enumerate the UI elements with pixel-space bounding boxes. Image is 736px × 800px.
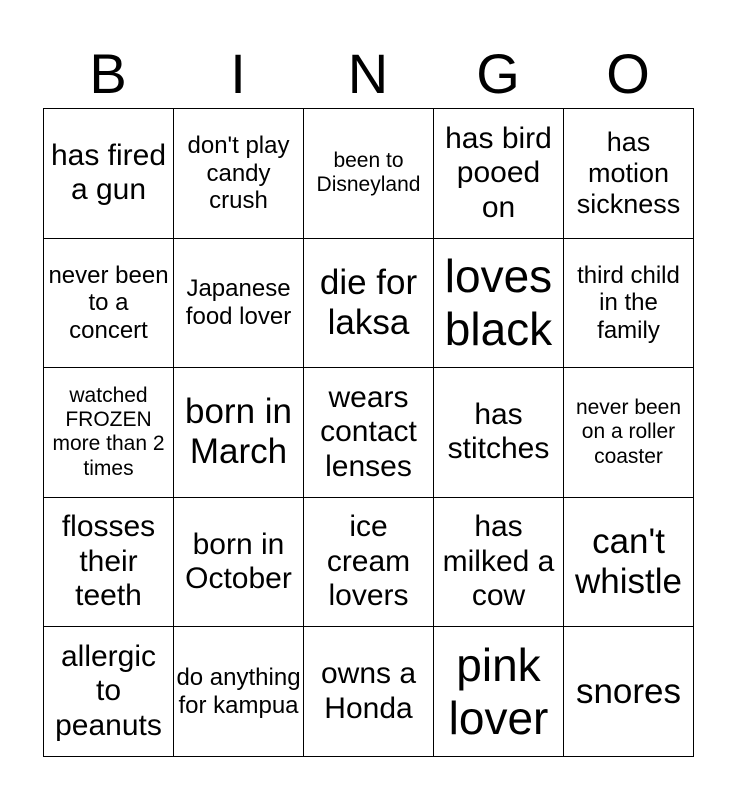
bingo-cell[interactable]: has milked a cow [434, 497, 564, 627]
bingo-header [43, 40, 693, 108]
board-row [44, 368, 694, 498]
bingo-cell[interactable]: has motion sickness [564, 109, 694, 239]
header-letter-n: N [347, 42, 389, 105]
bingo-cell[interactable]: die for laksa [304, 238, 434, 368]
bingo-cell[interactable]: has stitches [434, 368, 564, 498]
bingo-cell[interactable]: can't whistle [564, 497, 694, 627]
bingo-cell[interactable]: wears contact lenses [304, 368, 434, 498]
bingo-cell[interactable]: has fired a gun [44, 109, 174, 239]
bingo-cell[interactable]: born in March [174, 368, 304, 498]
bingo-cell[interactable]: allergic to peanuts [44, 627, 174, 757]
header-letter-i: I [230, 42, 246, 105]
board-row [44, 109, 694, 239]
bingo-cell[interactable]: never been on a roller coaster [564, 368, 694, 498]
bingo-cell[interactable]: owns a Honda [304, 627, 434, 757]
header-letter-b: B [89, 42, 127, 105]
bingo-cell[interactable]: been to Disneyland [304, 109, 434, 239]
bingo-cell[interactable]: has bird pooed on [434, 109, 564, 239]
bingo-cell[interactable]: loves black [434, 238, 564, 368]
bingo-cell[interactable]: don't play candy crush [174, 109, 304, 239]
bingo-cell[interactable]: do anything for kampua [174, 627, 304, 757]
bingo-cell[interactable]: watched FROZEN more than 2 times [44, 368, 174, 498]
header-letter-g: G [476, 42, 520, 105]
bingo-cell[interactable]: pink lover [434, 627, 564, 757]
bingo-cell[interactable]: never been to a concert [44, 238, 174, 368]
bingo-board [43, 108, 694, 757]
board-row [44, 627, 694, 757]
header-letter-o: O [606, 42, 650, 105]
bingo-cell[interactable]: snores [564, 627, 694, 757]
bingo-cell[interactable]: born in October [174, 497, 304, 627]
board-row [44, 238, 694, 368]
bingo-cell[interactable]: flosses their teeth [44, 497, 174, 627]
board-row [44, 497, 694, 627]
bingo-cell[interactable]: ice cream lovers [304, 497, 434, 627]
bingo-cell[interactable]: Japanese food lover [174, 238, 304, 368]
bingo-cell[interactable]: third child in the family [564, 238, 694, 368]
